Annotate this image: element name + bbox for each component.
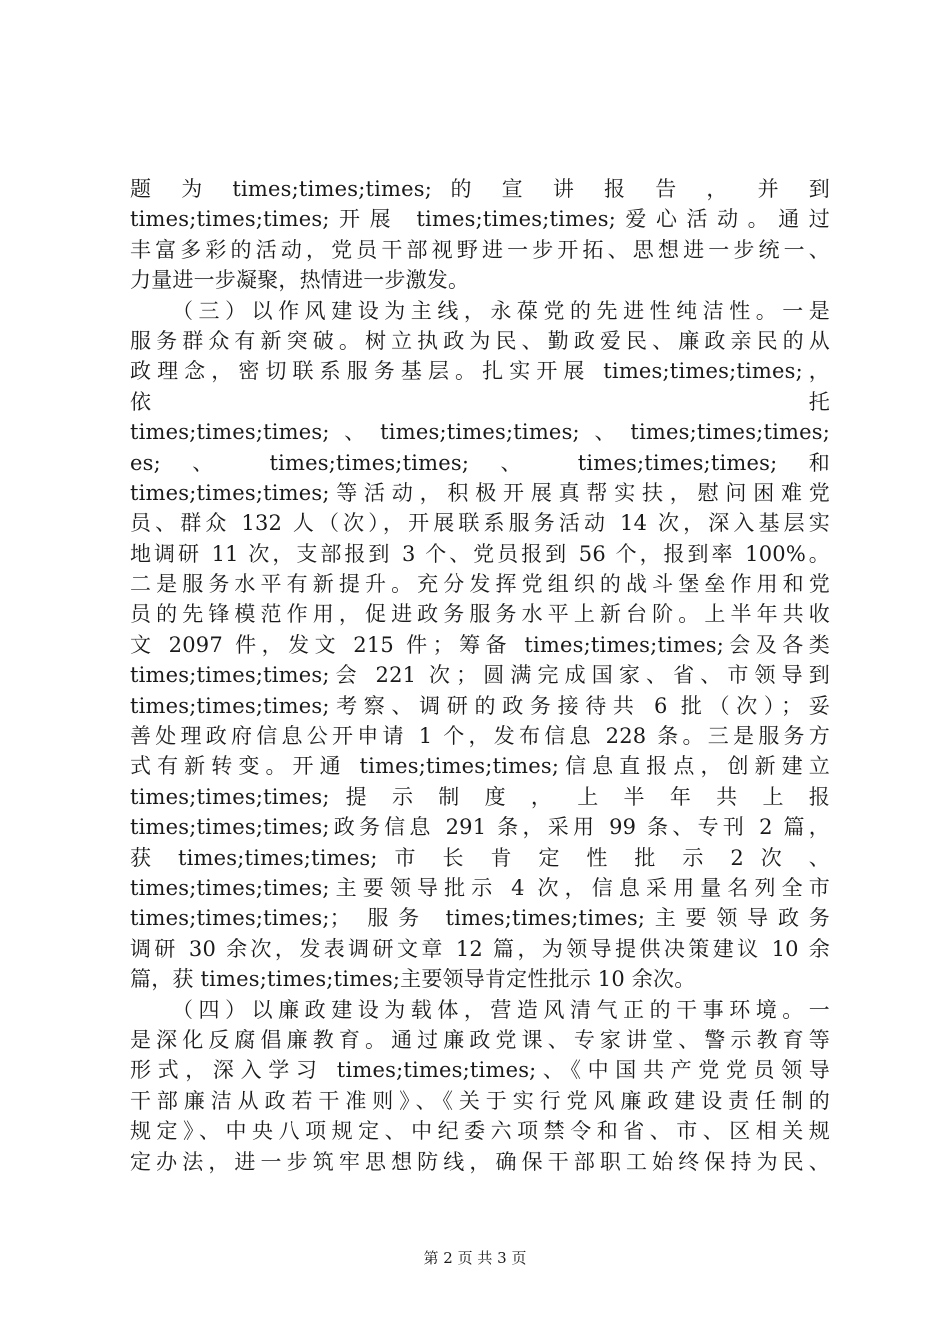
text-line: 题 为 times;times;times; 的 宣 讲 报 告 ， 并 到: [130, 177, 830, 201]
body-text: [130, 174, 830, 1177]
text-line: 员、群众 132 人（次），开展联系服务活动 14 次，深入基层实: [130, 511, 830, 536]
text-line: times;times;times;主要领导批示 4 次，信息采用量名列全市: [130, 875, 830, 900]
page-footer: 第 2 页 共 3 页: [423, 1249, 527, 1267]
text-line: times;times;times;考察、调研的政务接待共 6 批（次）；妥: [130, 693, 830, 718]
text-line: times;times;times;政务信息 291 条，采用 99 条、专刊 2 篇，: [130, 815, 830, 840]
text-line: 政理念，密切联系服务基层。扎实开展 times;times;times;，: [130, 359, 830, 384]
text-line: es; 、 times;times;times; 、 times;times;times; 和: [130, 450, 830, 475]
text-line: 服务群众有新突破。树立执政为民、勤政爱民、廉政亲民的从: [130, 328, 830, 353]
text-line: 形式，深入学习 times;times;times;、《中国共产党党员领导: [130, 1058, 830, 1083]
text-line: times;times;times;等活动，积极开展真帮实扶，慰问困难党: [130, 480, 830, 505]
text-line: times;times;times;会 221 次；圆满完成国家、省、市领导到: [130, 663, 830, 688]
text-line: 善处理政府信息公开申请 1 个，发布信息 228 条。三是服务方: [130, 724, 830, 749]
text-line: times;times;times;； 服务 times;times;times;主要领导政务: [130, 906, 830, 931]
text-line: 丰富多彩的活动，党员干部视野进一步开拓、思想进一步统一、: [130, 237, 830, 262]
text-line: times;times;times; 提 示 制 度 ， 上 半 年 共 上 报: [130, 784, 830, 809]
text-line: 力量进一步凝聚，热情进一步激发。: [130, 268, 470, 293]
text-line: 式有新转变。开通 times;times;times;信息直报点，创新建立: [130, 754, 830, 779]
text-line: 定办法，进一步筑牢思想防线，确保干部职工始终保持为民、: [130, 1149, 830, 1174]
text-line: 调研 30 余次，发表调研文章 12 篇，为领导提供决策建议 10 余: [130, 936, 830, 961]
text-line: 依 托: [130, 389, 830, 414]
text-line: 是深化反腐倡廉教育。通过廉政党课、专家讲堂、警示教育等: [130, 1027, 830, 1052]
text-line: 地调研 11 次，支部报到 3 个、党员报到 56 个，报到率 100%。: [130, 541, 830, 566]
text-line: 篇，获 times;times;times;主要领导肯定性批示 10 余次。: [130, 967, 696, 992]
text-line: 获 times;times;times; 市 长 肯 定 性 批 示 2 次 、: [130, 845, 830, 870]
text-line: times;times;times;、times;times;times;、times;times;times;: [130, 420, 830, 445]
text-line: 规定》、中央八项规定、中纪委六项禁令和省、市、区相关规: [130, 1119, 830, 1144]
text-line: （四）以廉政建设为载体，营造风清气正的干事环境。一: [172, 997, 830, 1022]
text-line: 二是服务水平有新提升。充分发挥党组织的战斗堡垒作用和党: [130, 572, 830, 597]
text-line: 员的先锋模范作用，促进政务服务水平上新台阶。上半年共收: [130, 602, 830, 627]
text-line: 文 2097 件，发文 215 件；筹备 times;times;times;会及各类: [130, 632, 830, 657]
text-line: times;times;times;开展 times;times;times;爱心活动。通过: [130, 207, 830, 232]
text-line: 干部廉洁从政若干准则》、《关于实行党风廉政建设责任制的: [130, 1088, 830, 1113]
text-line: （三）以作风建设为主线，永葆党的先进性纯洁性。一是: [172, 298, 830, 323]
